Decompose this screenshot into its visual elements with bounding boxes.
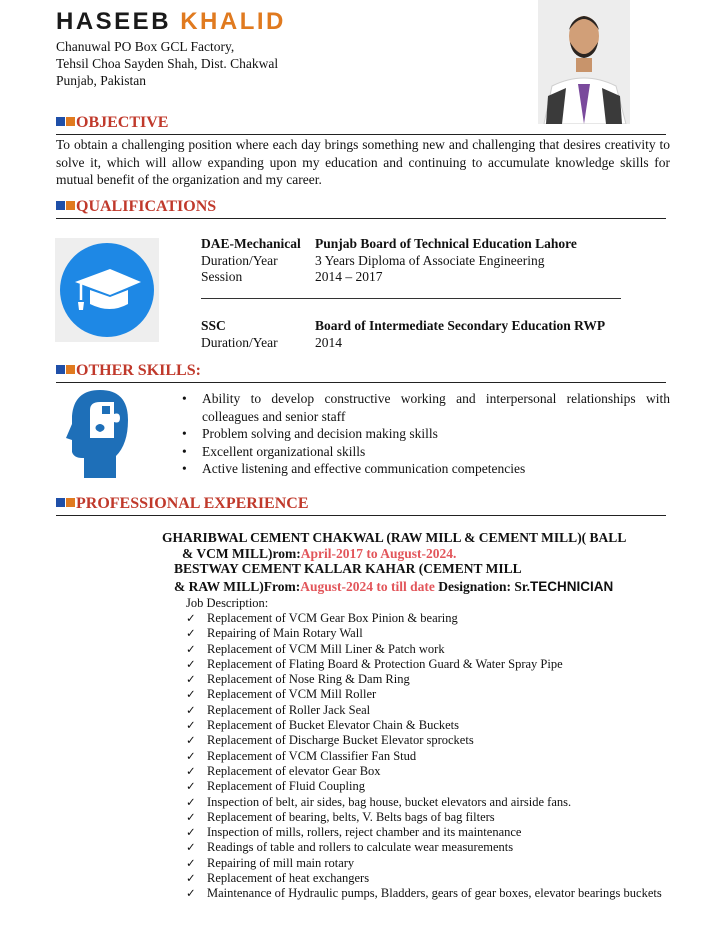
job-1-dates: April-2017 to August-2024. (300, 546, 457, 561)
list-item: ✓ Replacement of Roller Jack Seal (186, 703, 666, 718)
square-bullet-icon (66, 201, 75, 210)
job-description-label: Job Description: (186, 596, 269, 610)
job-title-2: BESTWAY CEMENT KALLAR KAHAR (CEMENT MILL (174, 561, 522, 576)
experience-heading: PROFESSIONAL EXPERIENCE (56, 495, 309, 513)
board-name: Board of Intermediate Secondary Education RWP (315, 318, 606, 333)
address-block (56, 38, 278, 89)
qualifications-heading: QUALIFICATIONS (56, 198, 216, 216)
duration-value: 3 Years Diploma of Associate Engineering (315, 252, 545, 268)
list-item: ✓ Replacement of Bucket Elevator Chain & Buckets (186, 718, 666, 733)
qualification-entry (201, 236, 577, 286)
skills-list (180, 390, 670, 478)
list-item: ✓ Repairing of mill main rotary (186, 856, 666, 871)
duration-value: 2014 (315, 334, 342, 350)
square-bullet-icon (56, 498, 65, 507)
list-item: ✓ Replacement of heat exchangers (186, 871, 666, 886)
job-2-dates: August-2024 to till date (300, 579, 435, 594)
square-bullet-icon (56, 201, 65, 210)
section-divider (56, 382, 666, 383)
list-item: • Excellent organizational skills (180, 443, 670, 461)
section-divider (56, 515, 666, 516)
list-item: ✓ Replacement of VCM Classifier Fan Stud (186, 749, 666, 764)
board-name: Punjab Board of Technical Education Lahore (315, 236, 577, 251)
square-bullet-icon (56, 117, 65, 126)
degree-label: SSC (201, 318, 226, 333)
candidate-name (56, 8, 286, 36)
square-bullet-icon (66, 365, 75, 374)
designation-label: Designation: Sr. (438, 579, 531, 594)
qualification-divider (201, 298, 621, 299)
list-item: • Ability to develop constructive working and interpersonal relationships with colleagues and senior staff (180, 390, 670, 425)
section-divider (56, 218, 666, 219)
list-item: ✓ Replacement of Fluid Coupling (186, 779, 666, 794)
last-name: KHALID (180, 8, 286, 35)
list-item: ✓ Readings of table and rollers to calculate wear measurements (186, 840, 666, 855)
head-puzzle-icon (66, 386, 132, 480)
list-item: ✓ Inspection of belt, air sides, bag house, bucket elevators and airside fans. (186, 795, 666, 810)
duration-label: Duration/Year (201, 334, 278, 350)
list-item: ✓ Inspection of mills, rollers, reject chamber and its maintenance (186, 825, 666, 840)
list-item: ✓ Replacement of Nose Ring & Dam Ring (186, 672, 666, 687)
list-item: ✓ Repairing of Main Rotary Wall (186, 626, 666, 641)
skills-heading: OTHER SKILLS: (56, 362, 201, 380)
list-item: ✓ Replacement of VCM Gear Box Pinion & bearing (186, 611, 666, 626)
list-item: ✓ Replacement of Discharge Bucket Elevator sprockets (186, 733, 666, 748)
square-bullet-icon (66, 117, 75, 126)
square-bullet-icon (56, 365, 65, 374)
list-item: ✓ Replacement of elevator Gear Box (186, 764, 666, 779)
section-divider (56, 134, 666, 135)
job-2-period: & RAW MILL)From:August-2024 to till date Designation: Sr.TECHNICIAN (174, 579, 614, 594)
session-value: 2014 – 2017 (315, 269, 383, 284)
job-title-1: GHARIBWAL CEMENT CHAKWAL (RAW MILL & CEMENT MILL)( BALL (162, 530, 627, 545)
first-name: HASEEB (56, 8, 172, 35)
designation-value: TECHNICIAN (530, 579, 614, 594)
list-item: • Problem solving and decision making skills (180, 425, 670, 443)
list-item: ✓ Replacement of VCM Mill Liner & Patch work (186, 642, 666, 657)
list-item: • Active listening and effective communication competencies (180, 460, 670, 478)
qualification-entry (201, 318, 605, 351)
duties-list (186, 611, 666, 902)
objective-text: To obtain a challenging position where each day brings something new and challenging that desires creativity to solve it, which will allow expanding upon my education and continuing to accumulate knowledge skills for mutual benefit of the organization and my career. (56, 137, 670, 187)
degree-label: DAE-Mechanical (201, 236, 301, 251)
session-label: Session (201, 269, 243, 284)
list-item: ✓ Replacement of bearing, belts, V. Belts bags of bag filters (186, 810, 666, 825)
address-line: Tehsil Choa Sayden Shah, Dist. Chakwal (56, 56, 279, 71)
objective-heading: OBJECTIVE (56, 114, 168, 132)
list-item: ✓ Replacement of VCM Mill Roller (186, 687, 666, 702)
graduation-cap-icon (55, 238, 159, 342)
list-item: ✓ Replacement of Flating Board & Protection Guard & Water Spray Pipe (186, 657, 666, 672)
job-1-period: & VCM MILL)rom:April-2017 to August-2024. (182, 546, 457, 561)
duration-label: Duration/Year (201, 252, 278, 268)
address-line: Chanuwal PO Box GCL Factory, (56, 39, 235, 54)
square-bullet-icon (66, 498, 75, 507)
list-item: ✓ Maintenance of Hydraulic pumps, Bladders, gears of gear boxes, elevator bearings buckets (186, 886, 666, 901)
address-line: Punjab, Pakistan (56, 73, 146, 88)
profile-photo (538, 0, 630, 124)
